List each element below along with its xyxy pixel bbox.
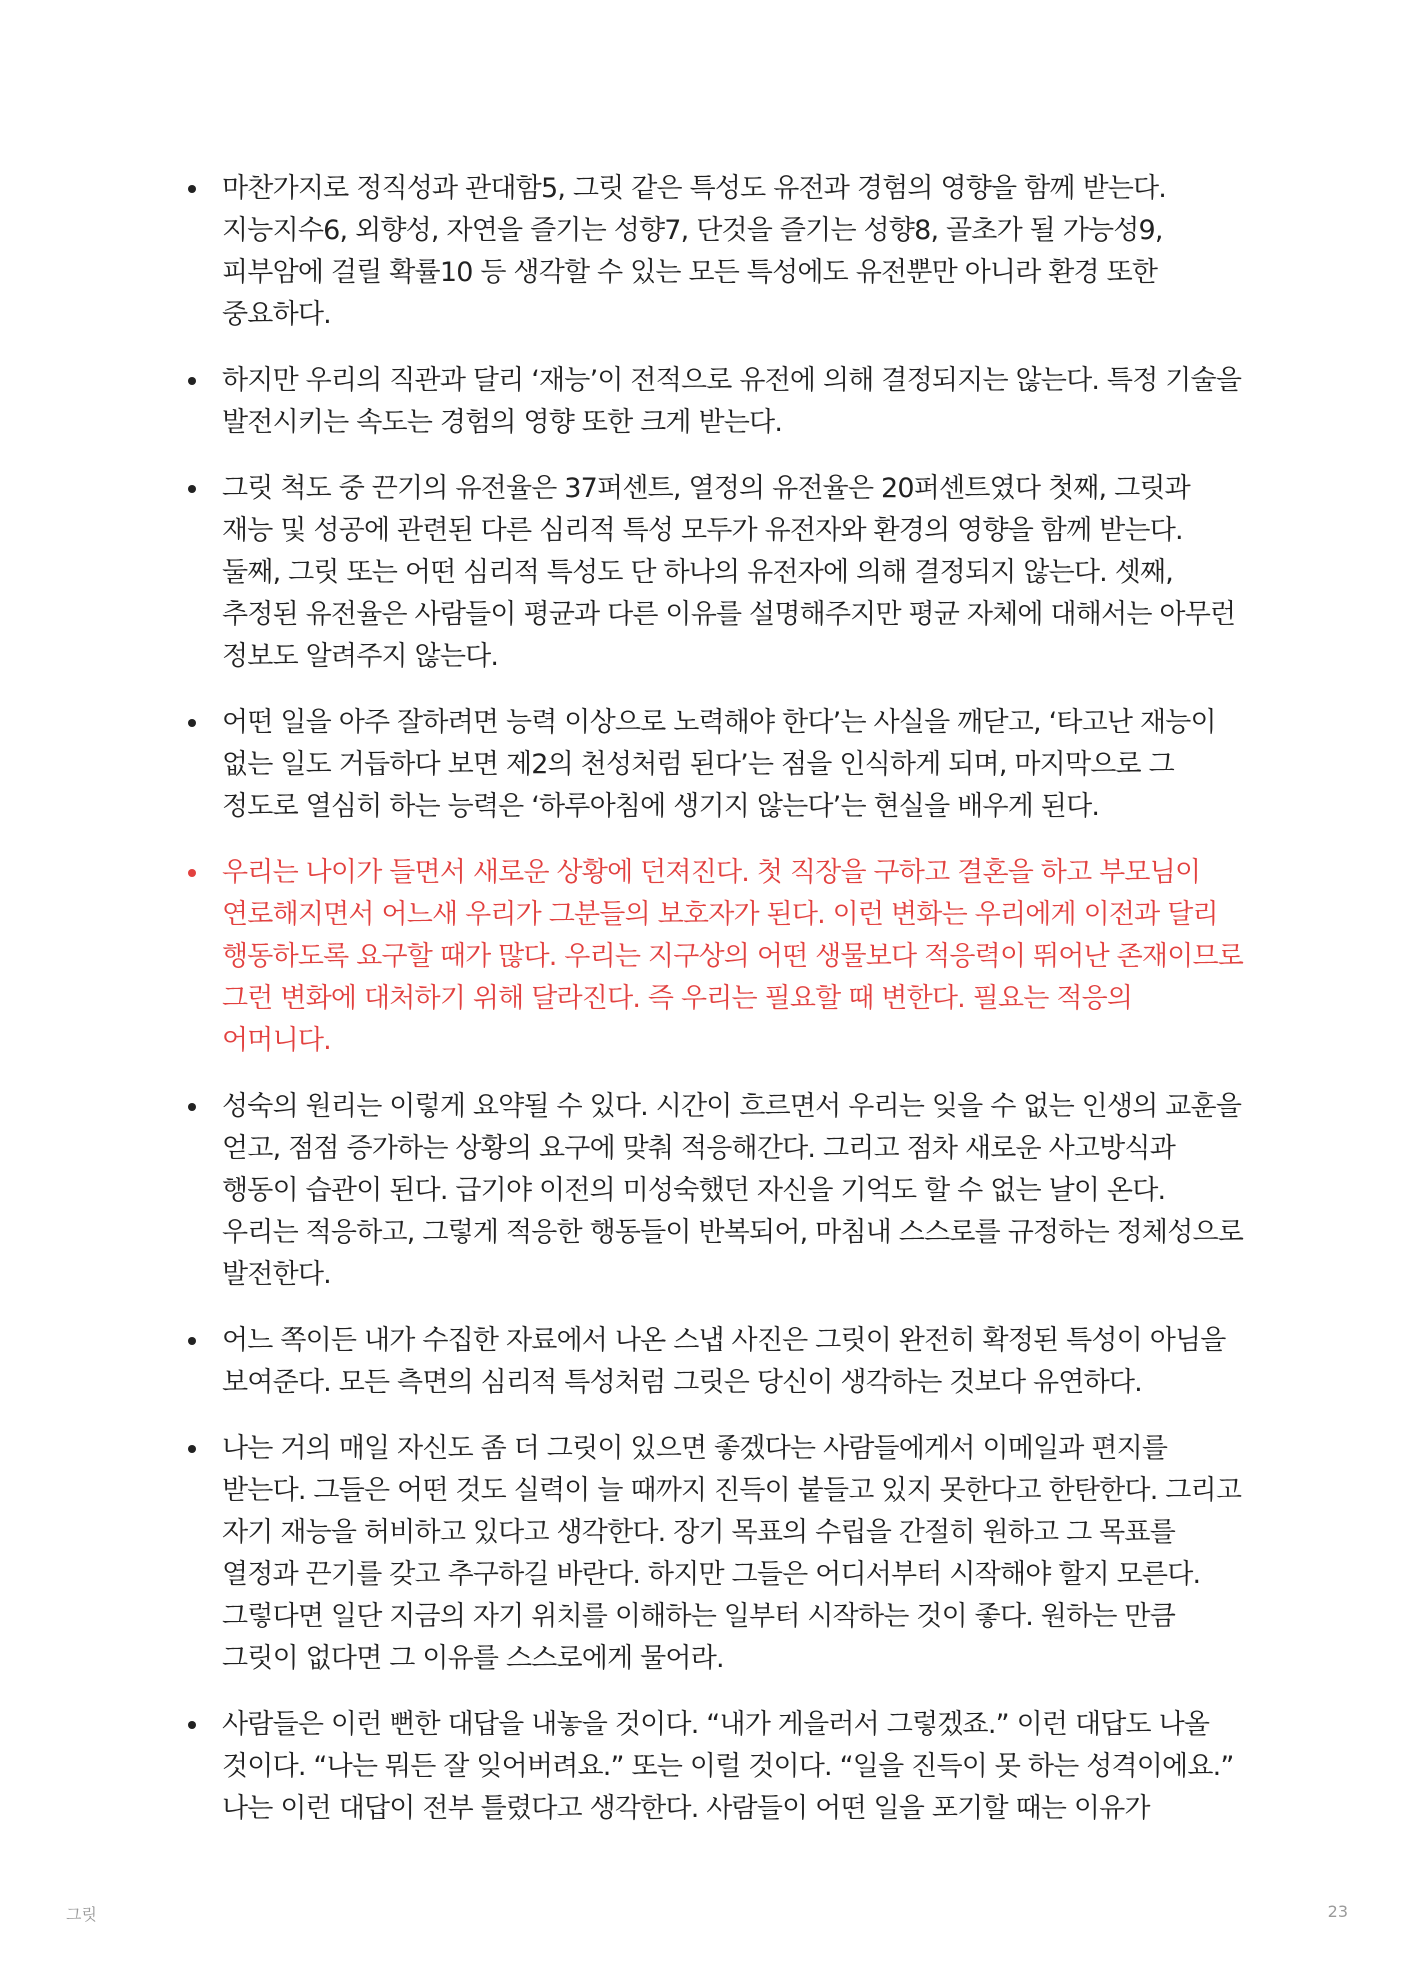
list-item: [185, 1428, 1245, 1680]
list-item: [185, 1086, 1245, 1296]
list-item: [185, 468, 1245, 678]
bullet-icon: [188, 1103, 196, 1111]
list-item-text: 어느 쪽이든 내가 수집한 자료에서 나온 스냅 사진은 그릿이 완전히 확정된 특성이 아님을 보여준다. 모든 측면의 심리적 특성처럼 그릿은 당신이 생각하는 것보다 유연하다.: [222, 1325, 1226, 1398]
bullet-list: [185, 168, 1245, 1854]
bullet-icon: [188, 1445, 196, 1453]
bullet-icon: [188, 1337, 196, 1345]
list-item-text: 하지만 우리의 직관과 달리 ‘재능’이 전적으로 유전에 의해 결정되지는 않는다. 특정 기술을 발전시키는 속도는 경험의 영향 또한 크게 받는다.: [222, 365, 1242, 438]
list-item: [185, 168, 1245, 336]
bullet-icon: [188, 869, 196, 877]
footer-book-title: 그릿: [66, 1905, 97, 1924]
list-item-text: 마찬가지로 정직성과 관대함5, 그릿 같은 특성도 유전과 경험의 영향을 함께 받는다. 지능지수6, 외향성, 자연을 즐기는 성향7, 단것을 즐기는 성향8, 골초가 될 가능성9, 피부암에 걸릴 확률10 등 생각할 수 있는 모든 특성에도 유전뿐만 아니라 환경 또한 중요하다.: [222, 173, 1167, 330]
list-item-text: 사람들은 이런 뻔한 대답을 내놓을 것이다. “내가 게을러서 그렇겠죠.” 이런 대답도 나올 것이다. “나는 뭐든 잘 잊어버려요.” 또는 이럴 것이다. “일을 진득이 못 하는 성격이에요.” 나는 이런 대답이 전부 틀렸다고 생각한다. 사람들이 어떤 일을 포기할 때는 이유가: [222, 1709, 1234, 1824]
list-item-text: 나는 거의 매일 자신도 좀 더 그릿이 있으면 좋겠다는 사람들에게서 이메일과 편지를 받는다. 그들은 어떤 것도 실력이 늘 때까지 진득이 붙들고 있지 못한다고 한탄한다. 그리고 자기 재능을 허비하고 있다고 생각한다. 장기 목표의 수립을 간절히 원하고 그 목표를 열정과 끈기를 갖고 추구하길 바란다. 하지만 그들은 어디서부터 시작해야 할지 모른다. 그렇다면 일단 지금의 자기 위치를 이해하는 일부터 시작하는 것이 좋다. 원하는 만큼 그릿이 없다면 그 이유를 스스로에게 물어라.: [222, 1433, 1242, 1674]
list-item: [185, 702, 1245, 828]
footer-page-number: 23: [1327, 1902, 1348, 1921]
list-item: [185, 1320, 1245, 1404]
list-item-text: 성숙의 원리는 이렇게 요약될 수 있다. 시간이 흐르면서 우리는 잊을 수 없는 인생의 교훈을 얻고, 점점 증가하는 상황의 요구에 맞춰 적응해간다. 그리고 점차 새로운 사고방식과 행동이 습관이 된다. 급기야 이전의 미성숙했던 자신을 기억도 할 수 없는 날이 온다. 우리는 적응하고, 그렇게 적응한 행동들이 반복되어, 마침내 스스로를 규정하는 정체성으로 발전한다.: [222, 1091, 1244, 1290]
highlighted-list-item: [185, 852, 1245, 1062]
bullet-icon: [188, 485, 196, 493]
list-item-text: 그릿 척도 중 끈기의 유전율은 37퍼센트, 열정의 유전율은 20퍼센트였다 첫째, 그릿과 재능 및 성공에 관련된 다른 심리적 특성 모두가 유전자와 환경의 영향을 함께 받는다. 둘째, 그릿 또는 어떤 심리적 특성도 단 하나의 유전자에 의해 결정되지 않는다. 셋째, 추정된 유전율은 사람들이 평균과 다른 이유를 설명해주지만 평균 자체에 대해서는 아무런 정보도 알려주지 않는다.: [222, 473, 1236, 672]
bullet-icon: [188, 185, 196, 193]
list-item-text: 우리는 나이가 들면서 새로운 상황에 던져진다. 첫 직장을 구하고 결혼을 하고 부모님이 연로해지면서 어느새 우리가 그분들의 보호자가 된다. 이런 변화는 우리에게 이전과 달리 행동하도록 요구할 때가 많다. 우리는 지구상의 어떤 생물보다 적응력이 뛰어난 존재이므로 그런 변화에 대처하기 위해 달라진다. 즉 우리는 필요할 때 변한다. 필요는 적응의 어머니다.: [222, 857, 1244, 1056]
list-item: [185, 1704, 1245, 1830]
bullet-icon: [188, 377, 196, 385]
bullet-icon: [188, 1721, 196, 1729]
list-item: [185, 360, 1245, 444]
bullet-icon: [188, 719, 196, 727]
list-item-text: 어떤 일을 아주 잘하려면 능력 이상으로 노력해야 한다’는 사실을 깨닫고, ‘타고난 재능이 없는 일도 거듭하다 보면 제2의 천성처럼 된다’는 점을 인식하게 되며, 마지막으로 그 정도로 열심히 하는 능력은 ‘하루아침에 생기지 않는다’는 현실을 배우게 된다.: [222, 707, 1216, 822]
